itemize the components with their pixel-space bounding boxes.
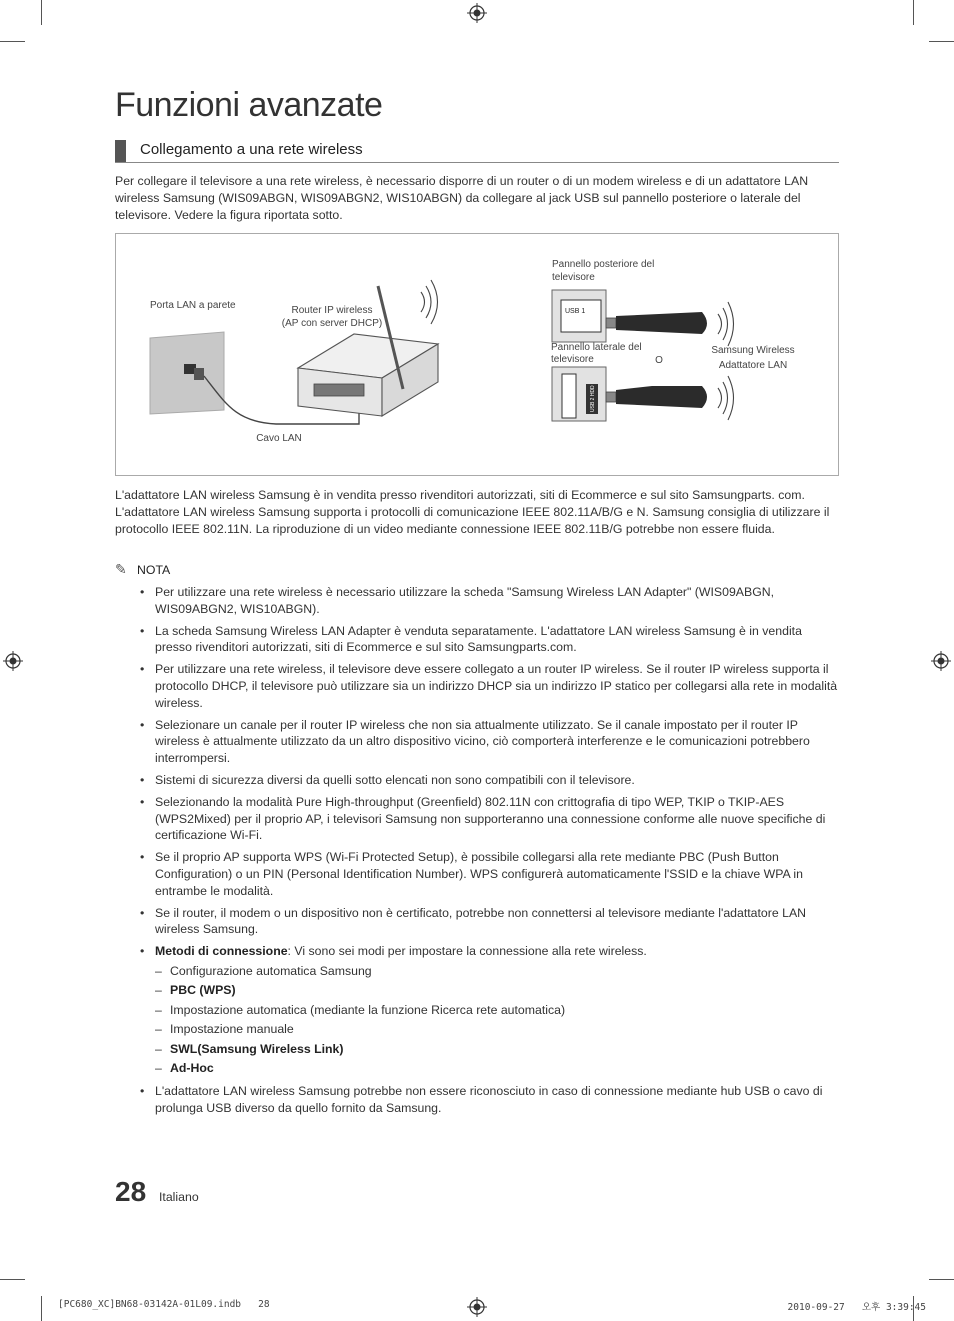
rear-panel-label-line2: televisore [552, 272, 595, 283]
registration-mark-icon [467, 1297, 487, 1317]
note-label: NOTA [137, 563, 171, 577]
router-label-line2: (AP con server DHCP) [281, 318, 383, 329]
cable-label: Cavo LAN [256, 433, 302, 444]
section-header [115, 140, 839, 163]
rear-panel-label-line1: Pannello posteriore del [552, 259, 655, 270]
methods-label: Metodi di connessione [155, 944, 288, 959]
print-footer-date: 2010-09-27 오후 3:39:45 [787, 1302, 926, 1313]
adapter-label-line1: Samsung Wireless [711, 345, 795, 356]
registration-mark-icon [3, 651, 23, 671]
side-panel-label-line2: televisore [551, 354, 594, 365]
methods-text: : Vi sono sei modi per impostare la connessione alla rete wireless. [287, 944, 647, 959]
intro-paragraph: Per collegare il televisore a una rete wireless, è necessario disporre di un router o di un modem wireless e di un adattatore LAN wireless Samsung (WIS09ABGN, WIS09ABGN2, WIS10ABGN) da collegare al jack USB sul pannello posteriore o laterale del televisore. Vedere la figura riportata sotto. [115, 174, 809, 222]
list-item: • Selezionare un canale per il router IP wireless che non sia attualmente utilizzato. Se il canale impostato per il router IP wireless è attualmente utilizzato da un altro dispositivo vicino, ciò comporterà interferenze e le comunicazioni potrebbero interrompersi. [140, 717, 810, 766]
method-item: – PBC (WPS) [155, 983, 236, 998]
list-item: • Selezionando la modalità Pure High-throughput (Greenfield) 802.11N con crittografia di tipo WEP, TKIP o TKIP-AES (WPS2Mixed) per il proprio AP, i televisori Samsung non supporteranno una connessione conforme alle nuove specifiche di certificazione Wi-Fi. [140, 794, 826, 843]
router-wifi-icon [421, 280, 438, 324]
crop-mark [0, 41, 25, 42]
registration-mark-icon [467, 3, 487, 23]
list-item: • Sistemi di sicurezza diversi da quelli sotto elencati non sono compatibili con il televisore. [140, 772, 635, 787]
adapter-connector [606, 318, 616, 328]
crop-mark [929, 1279, 954, 1280]
page-number: 28 [115, 1176, 147, 1207]
router-label-line1: Router IP wireless [291, 305, 373, 316]
crop-mark [929, 41, 954, 42]
usb-port-label: USB 1 [565, 308, 586, 315]
list-item: • L'adattatore LAN wireless Samsung potrebbe non essere riconosciuto in caso di connessione mediante hub USB o cavo di prolunga USB diverso da quello fornito da Samsung. [140, 1084, 823, 1116]
adapter-connector [606, 392, 616, 402]
side-port-label: USB 2 HDD [590, 385, 596, 412]
section-bar [115, 140, 126, 162]
usb-port-box [561, 300, 601, 332]
page-language: Italiano [159, 1190, 199, 1204]
list-item: • La scheda Samsung Wireless LAN Adapter è venduta separatamente. L'adattatore LAN wireless Samsung è in vendita presso rivenditori autorizzati, siti di Ecommerce e sul sito Samsungparts.com. [140, 623, 802, 655]
side-usb-slot [562, 374, 576, 418]
section-title: Collegamento a una rete wireless [140, 141, 363, 158]
wireless-adapter-top [616, 312, 707, 334]
side-panel-label-line1: Pannello laterale del [551, 342, 642, 353]
router-ports [314, 384, 364, 396]
pencil-note-icon: ✎ [115, 561, 127, 577]
or-label: O [655, 355, 663, 366]
connection-diagram [115, 233, 839, 476]
crop-mark [0, 1279, 25, 1280]
list-item: • Per utilizzare una rete wireless, il televisore deve essere collegato a un router IP wireless. Se il router IP wireless supporta il protocollo DHCP, il televisore può utilizzare sia un indirizzo DHCP sia un indirizzo IP statico per collegarsi alla rete in modalità wireless. [140, 662, 838, 710]
page-title: Funzioni avanzate [115, 86, 383, 124]
note-heading [115, 561, 170, 578]
list-item: • Per utilizzare una rete wireless è necessario utilizzare la scheda "Samsung Wireless LAN Adapter" (WIS09ABGN, WIS09ABGN2, WIS10ABGN). [140, 585, 775, 616]
crop-mark [41, 1296, 42, 1321]
method-item: – Configurazione automatica Samsung [155, 963, 372, 978]
wireless-adapter-side [616, 386, 707, 408]
method-item: – SWL(Samsung Wireless Link) [155, 1041, 344, 1056]
list-item: • Se il proprio AP supporta WPS (Wi-Fi Protected Setup), è possibile collegarsi alla rete mediante PBC (Push Button Configuration) o un PIN (Personal Identification Number). WPS configurerà automaticamente l'SSID e la chiave WPA in entrambe le modalità. [140, 850, 804, 898]
crop-mark [41, 0, 42, 25]
method-item: – Impostazione automatica (mediante la funzione Ricerca rete automatica) [155, 1002, 566, 1017]
adapter-paragraph: L'adattatore LAN wireless Samsung è in vendita presso rivenditori autorizzati, siti di Ecommerce e sul sito Samsungparts. com. L'adattatore LAN wireless Samsung supporta i protocolli di comunicazione IEEE 802.11A/B/G e N. Samsung consiglia di utilizzare il protocollo IEEE 802.11N. La riproduzione di un video mediante connessione IEEE 802.11B/G potrebbe non essere fluida. [115, 488, 830, 536]
registration-mark-icon [931, 651, 951, 671]
cable-plug-icon [194, 368, 204, 380]
methods-list [155, 962, 839, 1078]
list-item: • Se il router, il modem o un dispositivo non è certificato, potrebbe non connettersi al televisore mediante l'adattatore LAN wireless Samsung. [140, 905, 807, 937]
wall-port-label: Porta LAN a parete [150, 300, 236, 311]
notes-list [115, 584, 839, 1122]
adapter-label-line2: Adattatore LAN [718, 360, 788, 371]
list-item-methods: • Metodi di connessione: Vi sono sei modi per impostare la connessione alla rete wireless. – Configurazione automatica Samsung – PBC (WPS) – Impostazione automatica (mediante la funzione Ricerca rete automatica) – Impostazione manuale – SWL(Samsung Wireless Link) – Ad-Hoc [115, 943, 839, 1078]
print-footer-file: [PC680_XC]BN68-03142A-01L09.indb 28 [58, 1299, 270, 1310]
method-item: – Ad-Hoc [155, 1060, 214, 1075]
method-item: – Impostazione manuale [155, 1022, 294, 1037]
crop-mark [913, 0, 914, 25]
